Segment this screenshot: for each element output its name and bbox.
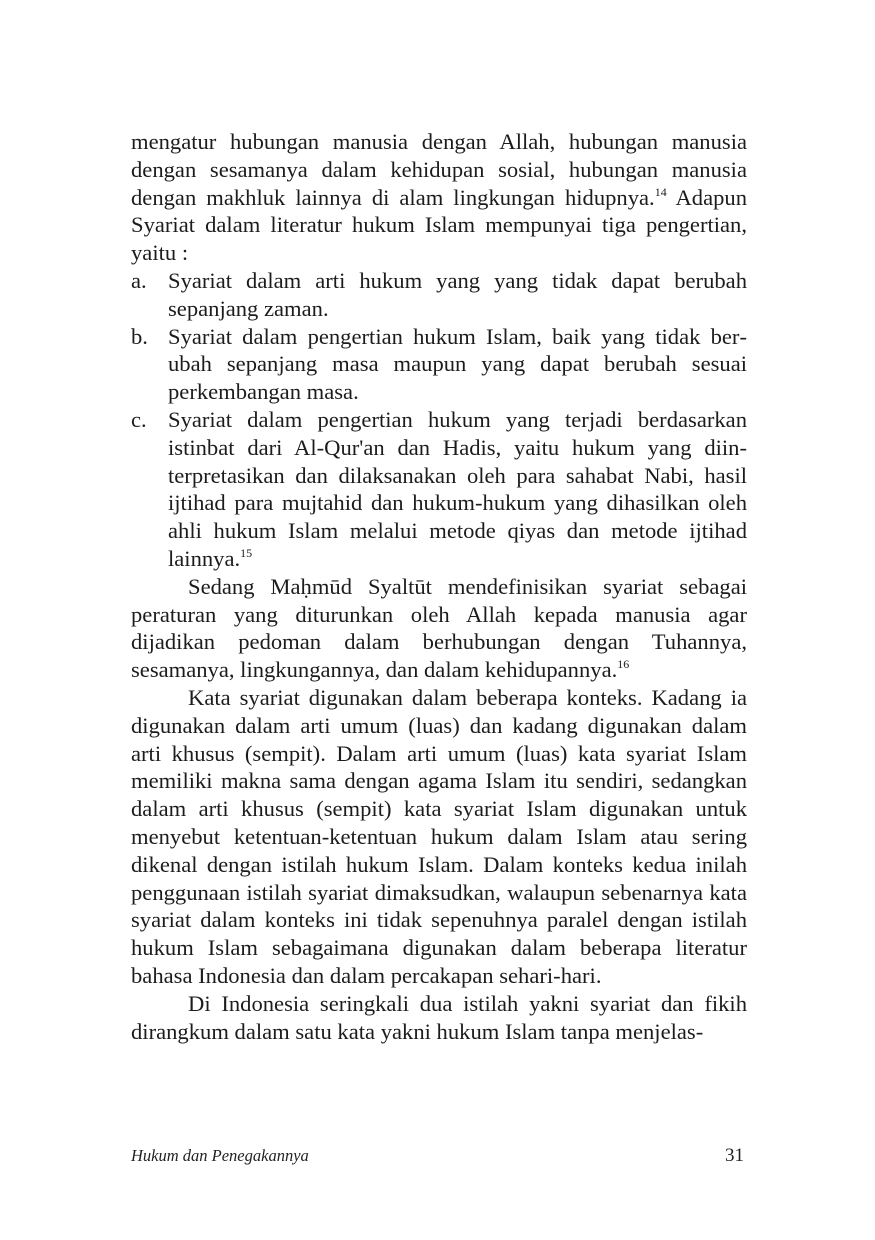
running-footer-title: Hukum dan Penegakannya bbox=[131, 1146, 309, 1165]
footnote-ref-16[interactable]: 16 bbox=[617, 657, 630, 672]
list-item-c bbox=[131, 406, 747, 573]
list-item-text: Syariat dalam arti hukum yang yang tidak dapat berubah sepanjang zaman. bbox=[168, 267, 747, 321]
list-marker: b. bbox=[131, 323, 148, 349]
list-item-text: Syariat dalam pengertian hukum yang terjadi berdasarkan istinbat dari Al-Qur'an dan Hadis, yaitu hukum yang diinterpretasikan dan dilaksanakan oleh para sahabat Nabi, hasil ijtihad para mujtahid dan hukum-hukum yang dihasilkan oleh ahli hukum Islam melalui metode qiyas dan metode ijtihad lainnya. bbox=[168, 406, 747, 571]
footnote-ref-14[interactable]: 14 bbox=[654, 184, 667, 199]
list-marker: a. bbox=[131, 267, 147, 293]
paragraph-4: Di Indonesia seringkali dua istilah yakni syariat dan fikih dirangkum dalam satu kata yakni hukum Islam tanpa menjelas- bbox=[131, 990, 747, 1044]
footnote-ref-15[interactable]: 15 bbox=[240, 545, 253, 560]
list-item-a bbox=[131, 267, 747, 323]
paragraph-2: Sedang Maḥmūd Syaltūt mendefinisikan syariat sebagai peraturan yang diturunkan oleh Allah kepada manusia agar dijadikan pedoman dalam berhubungan dengan Tuhannya, sesamanya, lingkungannya, dan dalam kehidupannya.$^{16}$ bbox=[131, 573, 747, 683]
list-marker: c. bbox=[131, 406, 147, 432]
definition-list bbox=[131, 267, 747, 573]
page-number: 31 bbox=[725, 1145, 744, 1166]
page-body bbox=[131, 128, 747, 1045]
list-item-b bbox=[131, 323, 747, 406]
paragraph-1: mengatur hubungan manusia dengan Allah, hubungan manusia dengan sesamanya dalam kehidupan sosial, hubungan manusia dengan makhluk lainnya di alam lingkungan hidupnya.$^{14}$ Adapun Syariat dalam literatur hukum Islam mempunyai tiga pengertian, yaitu : bbox=[131, 129, 747, 266]
list-item-text: Syariat dalam pengertian hukum Islam, baik yang tidak berubah sepanjang masa maupun yang dapat berubah sesuai perkembangan masa. bbox=[168, 323, 747, 405]
paragraph-3: Kata syariat digunakan dalam beberapa konteks. Kadang ia digunakan dalam arti umum (luas) dan kadang digunakan dalam arti khusus (sempit). Dalam arti umum (luas) kata syariat Islam memiliki makna sama dengan agama Islam itu sendiri, sedangkan dalam arti khusus (sempit) kata syariat Islam digunakan untuk menyebut ketentuan-ketentuan hukum dalam Islam atau sering dikenal dengan istilah hukum Islam. Dalam konteks kedua inilah penggunaan istilah syariat dimaksudkan, walaupun sebenarnya kata syariat dalam konteks ini tidak sepenuhnya paralel dengan istilah hukum Islam sebagaimana digunakan dalam beberapa literatur bahasa Indonesia dan dalam percakapan sehari-hari. bbox=[131, 684, 747, 988]
